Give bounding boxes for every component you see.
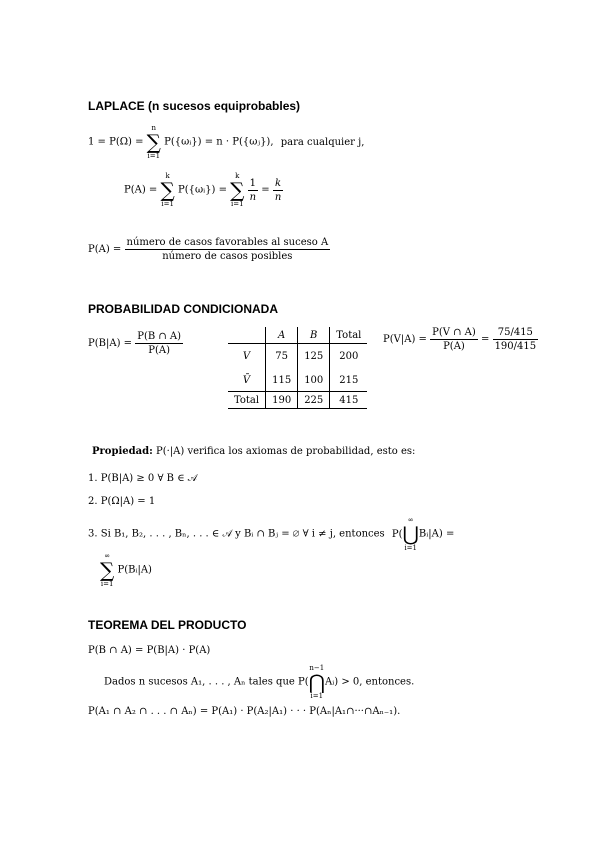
equals: = bbox=[261, 184, 273, 196]
axiom-3-c: Bᵢ|A) = bbox=[418, 528, 455, 540]
sum-symbol: n ∑ i=1 bbox=[146, 124, 161, 160]
axiom-3-a: 3. Si B₁, B₂, . . . , Bₙ, . . . ∈ 𝒜 y Bᵢ ∩ Bⱼ = ∅ ∀ i ≠ j, entonces bbox=[88, 528, 385, 540]
table-cell: 115 bbox=[266, 370, 298, 392]
sum-symbol: k ∑ i=1 bbox=[160, 172, 175, 208]
intersection-symbol: n−1 ⋂ i=1 bbox=[308, 664, 326, 700]
table-cell: Total bbox=[234, 394, 260, 406]
fraction: $\frac{\text{número de casos favorables al suceso A}}{\text{número de casos posibles}}$ bbox=[126, 237, 329, 262]
condicionada-heading: PROBABILIDAD CONDICIONADA bbox=[88, 302, 278, 316]
table-header: B bbox=[298, 327, 330, 344]
table-cell: 190 bbox=[266, 392, 298, 409]
table-cell: V bbox=[242, 351, 251, 363]
ex-left: P(V|A) = bbox=[383, 334, 431, 345]
axiom-3-d: P(Bᵢ|A) bbox=[117, 564, 152, 576]
table-header: Total bbox=[330, 327, 368, 344]
table-cell: 100 bbox=[298, 370, 330, 392]
axiom-1: 1. P(B|A) ≥ 0 ∀ B ∈ 𝒜 bbox=[88, 473, 198, 484]
axiom-3 bbox=[88, 516, 508, 552]
fraction: $\frac{1}{n}$ bbox=[249, 177, 257, 203]
producto-eq2 bbox=[104, 664, 414, 700]
axiom-3-b: P( bbox=[391, 528, 403, 540]
table-cell: 415 bbox=[330, 392, 368, 409]
sum-symbol: ∞ ∑ i=1 bbox=[100, 552, 115, 588]
fraction: $\frac{k}{n}$ bbox=[274, 177, 282, 203]
fraction: $\frac{75/415}{190/415}$ bbox=[494, 327, 537, 352]
eq2-b: Aᵢ) > 0, entonces. bbox=[325, 676, 415, 688]
eq2-a: Dados n sucesos A₁, . . . , Aₙ tales que P( bbox=[104, 676, 309, 688]
table-cell: V̄ bbox=[242, 374, 251, 386]
propiedad bbox=[92, 446, 415, 457]
contingency-table bbox=[228, 327, 367, 409]
table-cell: 200 bbox=[330, 344, 368, 370]
propiedad-text: P(·|A) verifica los axiomas de probabilidad, esto es: bbox=[155, 446, 416, 457]
table-cell: 75 bbox=[266, 344, 298, 370]
producto-heading: TEOREMA DEL PRODUCTO bbox=[88, 618, 247, 632]
union-symbol: ∞ ⋃ i=1 bbox=[402, 516, 419, 552]
def-left: P(B|A) = bbox=[88, 338, 136, 349]
fraction: $\frac{P(V \cap A)}{P(A)}$ bbox=[432, 327, 476, 352]
table-cell: 125 bbox=[298, 344, 330, 370]
propiedad-label: Propiedad: bbox=[92, 446, 153, 457]
table-cell: 215 bbox=[330, 370, 368, 392]
equals: = bbox=[481, 334, 493, 345]
sum-symbol: k ∑ i=1 bbox=[230, 172, 245, 208]
eq1-left: 1 = P(Ω) = bbox=[88, 136, 147, 148]
laplace-eq3 bbox=[88, 236, 330, 263]
eq2-left: P(A) = bbox=[124, 184, 161, 196]
table-cell: 225 bbox=[298, 392, 330, 409]
axiom-2: 2. P(Ω|A) = 1 bbox=[88, 496, 156, 507]
eq1-right: P({ωᵢ}) = n · P({ωⱼ}), bbox=[164, 136, 274, 148]
laplace-eq1 bbox=[88, 124, 364, 160]
eq1-note: para cualquier j, bbox=[280, 136, 365, 148]
producto-eq3: P(A₁ ∩ A₂ ∩ . . . ∩ Aₙ) = P(A₁) · P(A₂|A₁) · · · P(Aₙ|A₁∩···∩Aₙ₋₁). bbox=[88, 706, 401, 717]
cond-example bbox=[383, 326, 538, 353]
laplace-eq2 bbox=[124, 172, 283, 208]
eq3-left: P(A) = bbox=[88, 244, 125, 255]
fraction: $\frac{P(B \cap A)}{P(A)}$ bbox=[137, 331, 182, 356]
table-header: A bbox=[266, 327, 298, 344]
cond-def bbox=[88, 330, 183, 357]
table-header bbox=[228, 327, 266, 344]
producto-eq1: P(B ∩ A) = P(B|A) · P(A) bbox=[88, 645, 211, 656]
eq2-mid: P({ωᵢ}) = bbox=[177, 184, 231, 196]
laplace-heading: LAPLACE (n sucesos equiprobables) bbox=[88, 99, 301, 113]
axiom-3-sum bbox=[100, 552, 152, 588]
